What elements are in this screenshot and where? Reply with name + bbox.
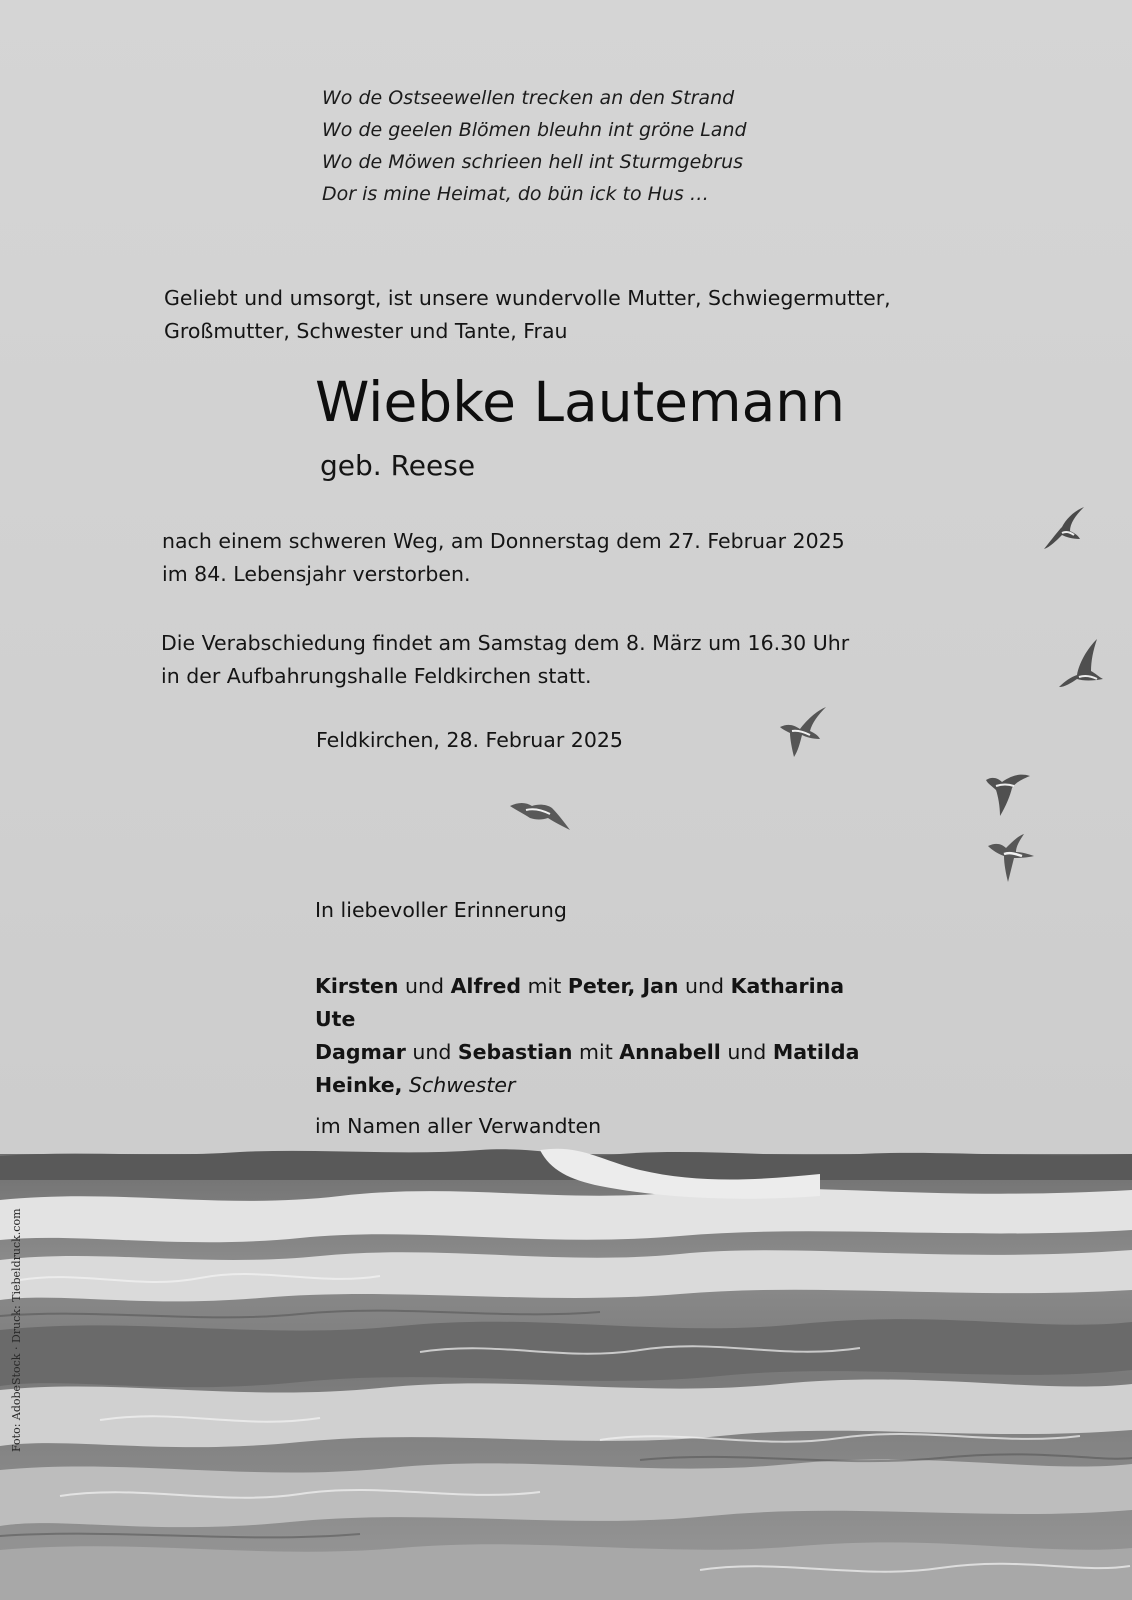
family-row — [315, 1036, 859, 1069]
family-name: Katharina — [730, 974, 845, 998]
family-name: Annabell — [619, 1040, 721, 1064]
farewell-notice — [161, 627, 849, 693]
farewell-line: in der Aufbahrungshalle Feldkirchen statt. — [161, 664, 592, 688]
connector: mit — [572, 1040, 620, 1064]
seagull-icon — [986, 832, 1036, 886]
connector: und — [678, 974, 731, 998]
seagull-icon — [1040, 505, 1088, 555]
seagull-icon — [984, 766, 1032, 820]
family-name: Kirsten — [315, 974, 399, 998]
poem-line: Wo de geelen Blömen bleuhn int gröne Land — [322, 119, 747, 141]
place-date: Feldkirchen, 28. Februar 2025 — [316, 728, 623, 752]
seagull-icon — [1057, 637, 1105, 693]
death-line: nach einem schweren Weg, am Donnerstag dem 27. Februar 2025 — [162, 529, 845, 553]
seagull-icon — [776, 703, 828, 759]
family-name: Ute — [315, 1007, 356, 1031]
poem-line: Wo de Ostseewellen trecken an den Strand — [322, 87, 735, 109]
poem-line: Dor is mine Heimat, do bün ick to Hus … — [322, 183, 709, 205]
deceased-name: Wiebke Lautemann — [315, 370, 846, 434]
poem — [322, 82, 747, 210]
family-name: Sebastian — [457, 1040, 573, 1064]
death-notice — [162, 525, 845, 591]
family-row — [315, 1069, 859, 1102]
family-row — [315, 970, 859, 1003]
sea-waves-image — [0, 1140, 1132, 1600]
birth-name: geb. Reese — [320, 449, 476, 482]
family-row — [315, 1003, 859, 1036]
family-name: Alfred — [450, 974, 522, 998]
intro-line: Großmutter, Schwester und Tante, Frau — [164, 319, 568, 343]
farewell-line: Die Verabschiedung findet am Samstag dem 8. März um 16.30 Uhr — [161, 631, 850, 655]
family-name: Matilda — [772, 1040, 860, 1064]
death-line: im 84. Lebensjahr verstorben. — [162, 562, 471, 586]
family-name: Heinke, — [315, 1073, 403, 1097]
poem-line: Wo de Möwen schrieen hell int Sturmgebrus — [322, 151, 744, 173]
photo-credit: Foto: AdobeStock · Druck: Tiebeldruck.com — [10, 1208, 23, 1452]
family-list — [315, 970, 859, 1102]
connector: und — [398, 974, 451, 998]
family-name: Peter, Jan — [567, 974, 679, 998]
family-name: Dagmar — [315, 1040, 406, 1064]
connector: mit — [521, 974, 568, 998]
behalf-line: im Namen aller Verwandten — [315, 1114, 602, 1138]
family-role: Schwester — [402, 1073, 516, 1097]
connector: und — [405, 1040, 458, 1064]
connector: und — [720, 1040, 773, 1064]
intro-line: Geliebt und umsorgt, ist unsere wundervolle Mutter, Schwiegermutter, — [164, 286, 891, 310]
intro-text — [164, 282, 891, 348]
memory-heading: In liebevoller Erinnerung — [315, 898, 567, 922]
seagull-icon — [508, 798, 572, 836]
